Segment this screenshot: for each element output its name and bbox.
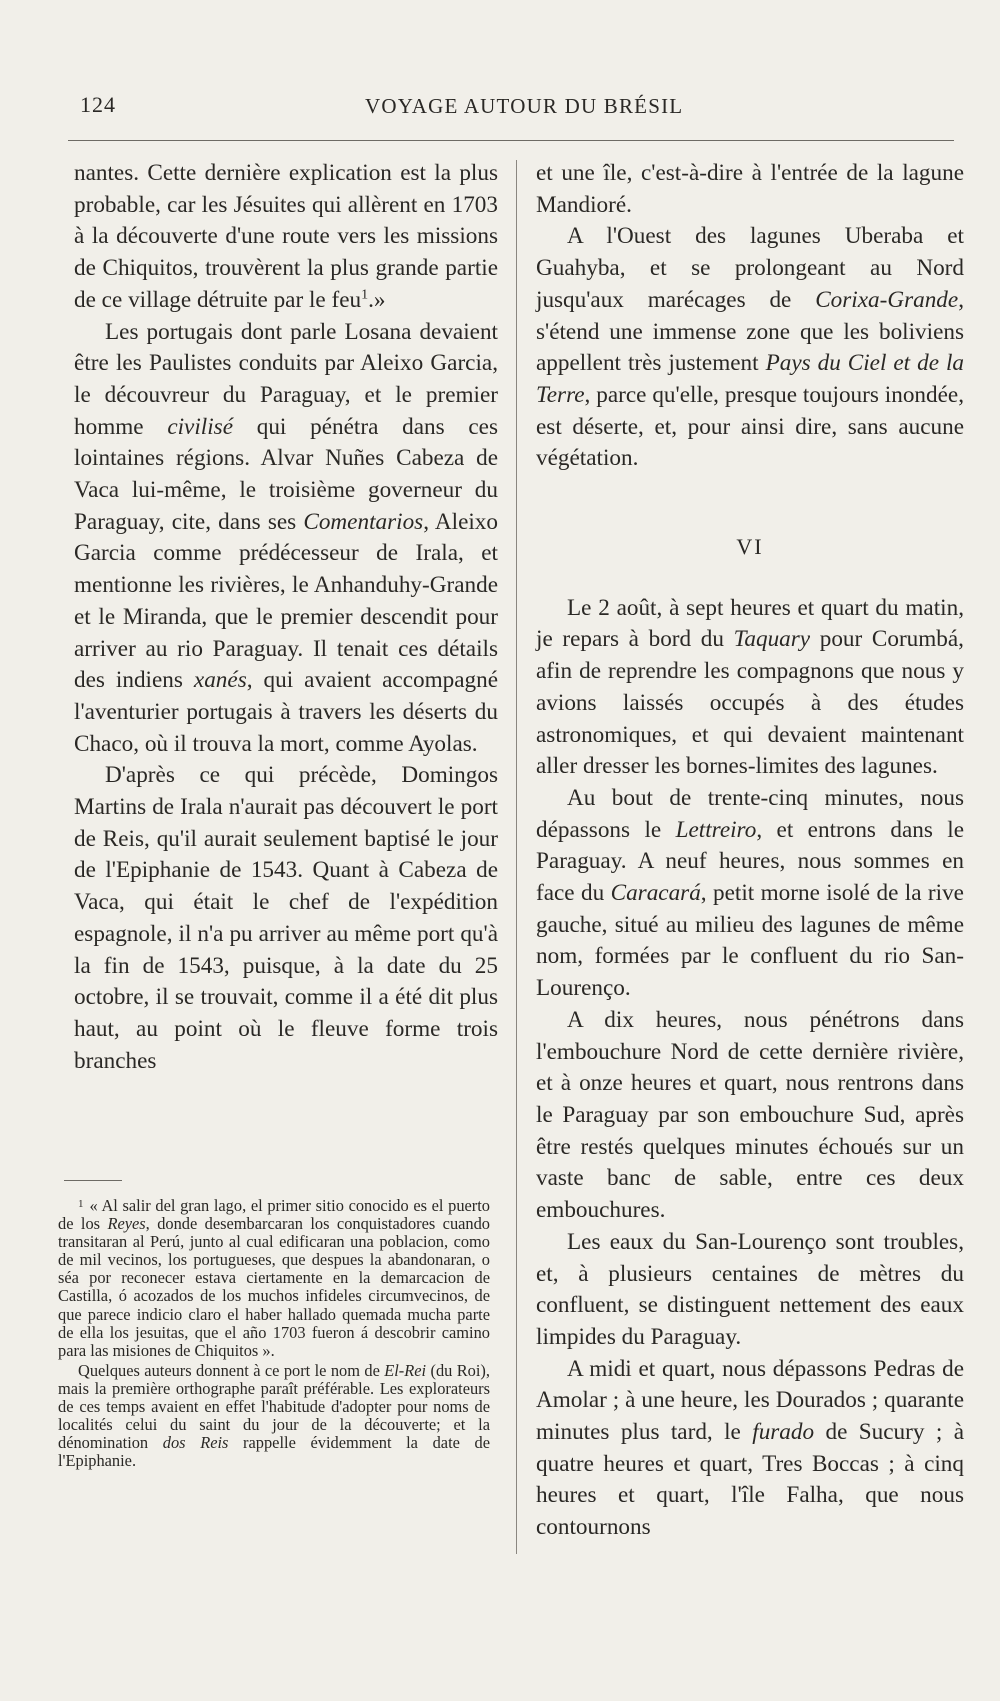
paragraph-text: nantes. Cette dernière explication est la plus probable, car les Jésuites qui allèrent en 1703 à la découverte d'une route vers les missions de Chiquitos, trouvèrent la plus grande partie de ce village détruite par le feu — [74, 160, 498, 313]
left-column — [74, 158, 498, 1077]
italic-place: Corixa-Grande — [815, 286, 959, 313]
paragraph-text: qui pénétra dans ces lointaines régions. Alvar Nuñes Cabeza de Vaca lui-même, le troisième governeur du Paraguay, cite, dans ses — [74, 413, 498, 535]
paragraph-text: de Sucury ; à quatre heures et quart, Tres Boccas ; à cinq heures et quart, l'île Falha, que nous contournons — [536, 1419, 964, 1541]
footnote-rule — [64, 1180, 122, 1181]
paragraph — [74, 317, 498, 761]
italic-term: dos Reis — [162, 1433, 229, 1453]
paragraph: A dix heures, nous pénétrons dans l'embouchure Nord de cette dernière rivière, et à onze heures et quart, nous rentrons dans le Paraguay par son embouchure Sud, après être restés quelques minutes échoués sur un vaste banc de sable, entre ces deux embouchures. — [536, 1006, 964, 1224]
paragraph-text: Les portugais dont parle Losana devaient être les Paulistes conduits par Aleixo Garcia, le découvreur du Paraguay, et le premier homme — [74, 318, 498, 440]
right-column — [536, 158, 964, 1544]
section-heading: VI — [736, 534, 764, 560]
footnote-text: , donde desembarcaran los conquistadores cuando transitaran al Perú, junto al cual edificaran una poblacion, como de mil vecinos, los portugueses, que despues la abandonaran, o séa por reconecer estava ciertamente en la demarcacion de Castilla, ó acozados de los muchos infideles circumvecinos, de que parece indicio claro el haber hallado quemada mucha parte de ella los jesuitas, que el año 1703 fueron á descobrir camino para las misiones de Chiquitos ». — [58, 1214, 491, 1360]
paragraph — [536, 1354, 964, 1544]
footnote-text: Quelques auteurs donnent à ce port le nom de — [78, 1360, 385, 1380]
footnote-text: (du Roi), mais la première orthographe paraît préférable. Les explorateurs de ces temps avaient en effet l'habitude d'adopter pour noms de localités celui du saint du jour de la découverte; et la dénomination — [58, 1360, 490, 1453]
column-divider — [516, 160, 517, 1554]
paragraph-text: A midi et quart, nous dépassons Pedras de Amolar ; à une heure, les Dourados ; quarante minutes plus tard, le — [536, 1355, 964, 1446]
paragraph: D'après ce qui précède, Domingos Martins de Irala n'aurait pas découvert le port de Reis, qu'il aurait seulement baptisé le jour de l'Epiphanie de 1543. Quant à Cabeza de Vaca, qui était le chef de l'expédition espagnole, il n'a pu arriver au même port qu'à la fin de 1543, puisque, à la date du 25 octobre, il se trouvait, comme il a été dit plus haut, au point où le fleuve forme trois branches — [74, 762, 498, 1074]
italic-place: Caracará — [610, 880, 701, 907]
italic-ship-name: Taquary — [733, 626, 811, 653]
paragraph-text: , Aleixo Garcia comme prédécesseur de Irala, et mentionne les rivières, le Anhanduhy-Grande et le Miranda, que le premier descendit pour arriver au rio Paraguay. Il tenait ces détails des indiens — [74, 508, 498, 694]
italic-term: El-Rei — [384, 1360, 427, 1380]
italic-term: furado — [752, 1419, 815, 1446]
footnote-text: rappelle évidemment la date de l'Epiphanie. — [58, 1433, 491, 1471]
italic-term: civilisé — [167, 413, 233, 440]
italic-term: Reyes — [107, 1214, 146, 1234]
paragraph-text: , petit morne isolé de la rive gauche, situé au milieu des lagunes de même nom, formées par le confluent du rio San-Lourenço. — [536, 880, 964, 1002]
paragraph: et une île, c'est-à-dire à l'entrée de la lagune Mandioré. — [536, 160, 964, 218]
paragraph-text: .» — [368, 286, 386, 313]
italic-place: Pays du Ciel et de la Terre — [536, 350, 965, 408]
paragraph-text: , et entrons dans le Paraguay. A neuf heures, nous sommes en face du — [536, 816, 965, 907]
paragraph-text: , qui avaient accompagné l'aventurier portugais à travers les déserts du Chaco, où il trouva la mort, comme Ayolas. — [74, 667, 498, 757]
italic-term: xanés — [193, 667, 247, 694]
paragraph-text: Le 2 août, à sept heures et quart du matin, je repars à bord du — [536, 594, 964, 653]
paragraph-text: , s'étend une immense zone que les boliviens appellent très justement — [536, 286, 964, 377]
footnote-note — [58, 1362, 490, 1471]
italic-title: Comentarios — [303, 508, 424, 535]
footnote-text: « Al salir del gran lago, el primer sitio conocido es el puerto de los — [58, 1196, 490, 1234]
paragraph-text: , parce qu'elle, presque toujours inondée, est déserte, et, pour ainsi dire, sans aucune végétation. — [536, 381, 964, 472]
paragraph-text: A l'Ouest des lagunes Uberaba et Guahyba, et se prolongeant au Nord jusqu'aux marécages de — [536, 223, 964, 313]
page-header — [80, 92, 960, 122]
footnotes — [58, 1195, 490, 1470]
page-number: 124 — [80, 92, 116, 117]
paragraph — [74, 158, 498, 317]
paragraph-text: pour Corumbá, afin de reprendre les compagnons que nous y avions laissés occupés à des études astronomiques, et qui devaient maintenant aller dresser les bornes-limites des lagunes. — [536, 626, 964, 780]
italic-place: Lettreiro — [675, 816, 757, 843]
paragraph — [536, 783, 964, 1005]
paragraph — [536, 221, 964, 475]
footnote — [58, 1195, 490, 1360]
paragraph-text: Au bout de trente-cinq minutes, nous dépassons le — [536, 784, 964, 843]
header-rule — [68, 140, 954, 141]
footnote-mark: 1 — [78, 1198, 84, 1210]
paragraph: Les eaux du San-Lourenço sont troubles, et, à plusieurs centaines de mètres du confluent, se distinguent nettement des eaux limpides du Paraguay. — [536, 1228, 964, 1350]
footnote-reference: 1 — [361, 287, 369, 303]
running-title: VOYAGE AUTOUR DU BRÉSIL — [365, 94, 684, 118]
paragraph — [536, 593, 964, 783]
